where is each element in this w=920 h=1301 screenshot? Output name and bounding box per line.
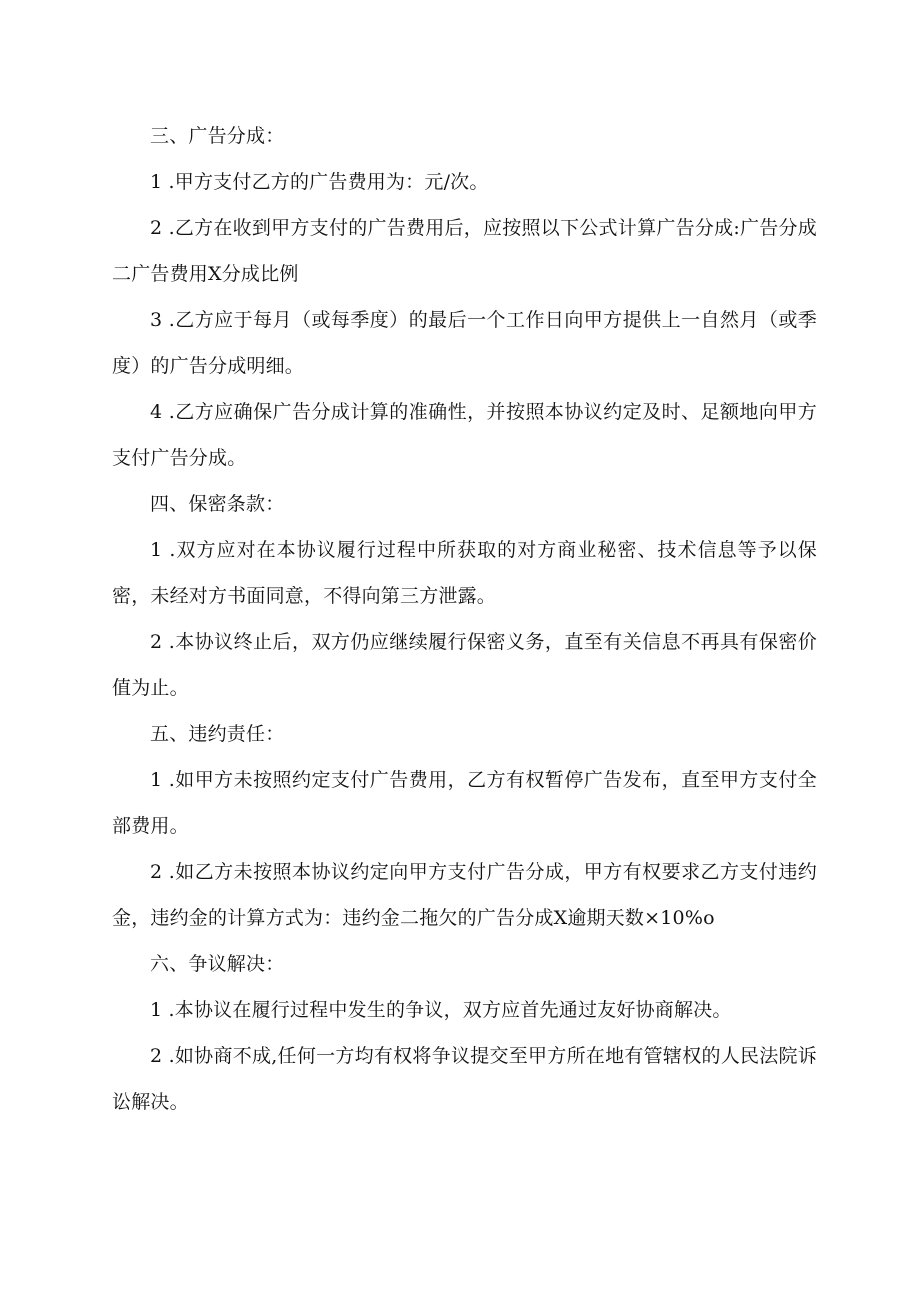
clause-dispute-negotiation: 1 .本协议在履行过程中发生的争议，双方应首先通过友好协商解决。 bbox=[150, 999, 732, 1021]
clause-breach-party-b: 2 .如乙方未按照本协议约定向甲方支付广告分成，甲方有权要求乙方支付违约金，违约金的计算方式为：违约金二拖欠的广告分成X逾期天数×10%o bbox=[112, 861, 817, 929]
section-heading-confidentiality: 四、保密条款： bbox=[150, 493, 285, 515]
section-heading-dispute: 六、争议解决： bbox=[150, 953, 285, 975]
clause-revenue-accuracy: 4 .乙方应确保广告分成计算的准确性，并按照本协议约定及时、足额地向甲方支付广告分成。 bbox=[112, 401, 817, 469]
section-heading-ad-revenue: 三、广告分成： bbox=[150, 125, 285, 147]
section-heading-breach: 五、违约责任： bbox=[150, 723, 285, 745]
clause-dispute-litigation: 2 .如协商不成,任何一方均有权将争议提交至甲方所在地有管辖权的人民法院诉讼解决。 bbox=[112, 1045, 817, 1113]
clause-breach-party-a: 1 .如甲方未按照约定支付广告费用，乙方有权暂停广告发布，直至甲方支付全部费用。 bbox=[112, 769, 817, 837]
document-body bbox=[112, 113, 817, 1125]
clause-revenue-statement: 3 .乙方应于每月（或每季度）的最后一个工作日向甲方提供上一自然月（或季度）的广告分成明细。 bbox=[112, 309, 817, 377]
clause-confidentiality-after-termination: 2 .本协议终止后，双方仍应继续履行保密义务，直至有关信息不再具有保密价值为止。 bbox=[112, 631, 817, 699]
clause-confidentiality-obligation: 1 .双方应对在本协议履行过程中所获取的对方商业秘密、技术信息等予以保密，未经对方书面同意，不得向第三方泄露。 bbox=[112, 539, 817, 607]
clause-revenue-formula: 2 .乙方在收到甲方支付的广告费用后，应按照以下公式计算广告分成:广告分成二广告费用X分成比例 bbox=[112, 217, 817, 285]
clause-ad-fee: 1 .甲方支付乙方的广告费用为：元/次。 bbox=[150, 171, 489, 193]
